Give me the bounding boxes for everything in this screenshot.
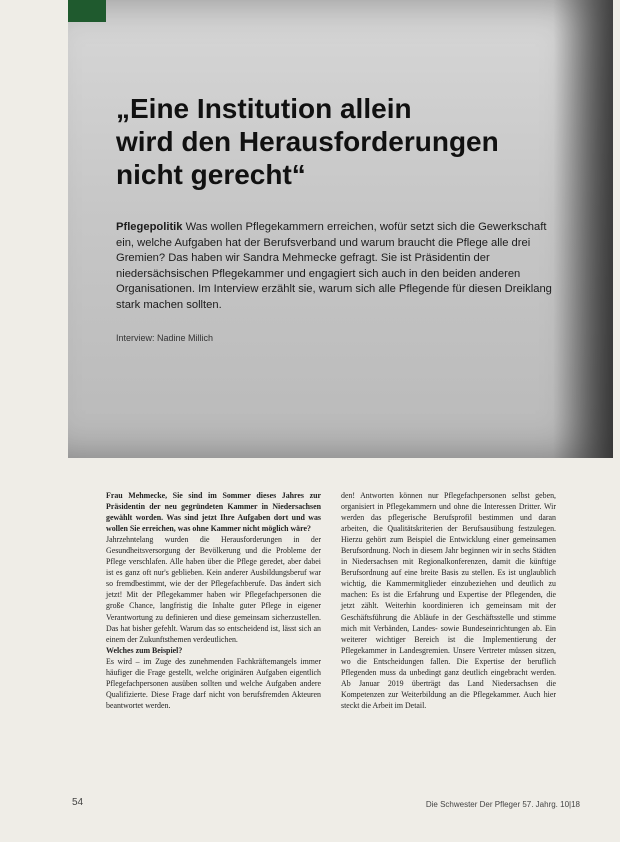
hero-shadow — [553, 0, 613, 458]
interview-answer: Es wird – im Zuge des zunehmenden Fachkräftemangels immer häufiger die Frage gestellt, welche originären Aufgaben eigentlich Pflegefachpersonen ausüben sollten und welche Aufgaben andere Qualifizierte. Diese Frage darf nicht von berufsfremden Akteuren beantwortet werden. — [106, 656, 321, 710]
interview-answer: Jahrzehntelang wurden die Herausforderungen in der Gesundheitsversorgung der Bevölkerung und die Probleme der Pflege verschlafen. Alle haben über die Pflege geredet, aber dabei ist es ganz oft nur's geblieben. Kein anderer Ausbildungsberuf war so fremdbestimmt, wie der der Pflegefachberufe. Das ändert sich jetzt! Mit der Pflegekammer haben wir Pflegefachpersonen die große Chance, langfristig die Inhalte guter Pflege in eigener Verantwortung zu definieren und diese gemeinsam sicherzustellen. Das hat bisher gefehlt. Warum das so entscheidend ist, lässt sich an einem der Zukunftsthemen verdeutlichen. — [106, 535, 321, 644]
interview-answer: den! Antworten können nur Pflegefachpersonen selbst geben, organisiert in Pflegekammern und ohne die Interessen Dritter. Wir werden das pflegerische Berufsprofil bestimmen und daran arbeiten, die Qualitätskriterien der Berufsausübung festzulegen. Hierzu gehört zum Beispiel die Entwicklung einer gemeinsamen Berufsordnung. Noch in diesem Jahr beginnen wir in sechs Städten in Niedersachsen mit Regionalkonferenzen, damit die künftige Berufsordnung auf eine breite Basis zu stellen. Es ist unglaublich wichtig, die Kammermitglieder einzubeziehen und deutlich zu machen: Es ist die Erfahrung und Expertise der Pflegenden, die jetzt zählt. Weiterhin koordinieren ich gemeinsam mit der Geschäftsführung die Abläufe in der Geschäftsstelle und stimme mich mit Verbänden, Landes- sowie Bundeseinrichtungen ab. Ein weiterer wichtiger Bereich ist die Implementierung der Pflegekammer in Landesgremien. Unsere Vertreter müssen sitzen, wo die Entscheidungen fallen. Die Expertise der beruflich Pflegenden muss da unbedingt ganz deutlich eingebracht werden. Ab Januar 2019 überträgt das Land Niedersachsen die Kompetenzen zur Weiterbildung an die Pflegekammer. Auch hier steckt die Arbeit im Detail. — [341, 491, 556, 710]
lead-text: Was wollen Pflegekammern erreichen, wofür setzt sich die Gewerkschaft ein, welche Aufgaben hat der Berufsverband und warum braucht die Pflege alle drei Gremien? Das haben wir Sandra Mehmecke gefragt. Sie ist Präsidentin der niedersächsischen Pflegekammer und engagiert sich auch in den beiden anderen Organisationen. Im Interview erzählt sie, warum sich alle Pflegende für diesen Dreiklang stark machen sollten. — [116, 221, 552, 311]
article-byline: Interview: Nadine Millich — [116, 333, 214, 343]
article-headline — [116, 92, 596, 191]
page-number: 54 — [72, 797, 84, 808]
body-column-left — [106, 490, 321, 780]
headline-line-3: nicht gerecht“ — [116, 159, 306, 190]
article-body — [106, 490, 556, 780]
headline-line-2: wird den Herausforderungen — [116, 126, 499, 157]
interview-question: Frau Mehmecke, Sie sind im Sommer dieses Jahres zur Präsidentin der neu gegründeten Kammer in Niedersachsen gewählt worden. Was sind jetzt Ihre Aufgaben dort und was wollen Sie erreichen, was ohne Kammer nicht möglich wäre? — [106, 491, 321, 534]
interview-question: Welches zum Beispiel? — [106, 645, 183, 655]
hero-image-area — [68, 0, 613, 458]
lead-kicker: Pflegepolitik — [116, 221, 183, 233]
section-color-tab — [68, 0, 106, 22]
article-lead — [116, 220, 556, 314]
headline-line-1: „Eine Institution allein — [116, 93, 412, 124]
publication-reference: Die Schwester Der Pfleger 57. Jahrg. 10|18 — [425, 800, 580, 809]
body-column-right — [341, 490, 556, 780]
